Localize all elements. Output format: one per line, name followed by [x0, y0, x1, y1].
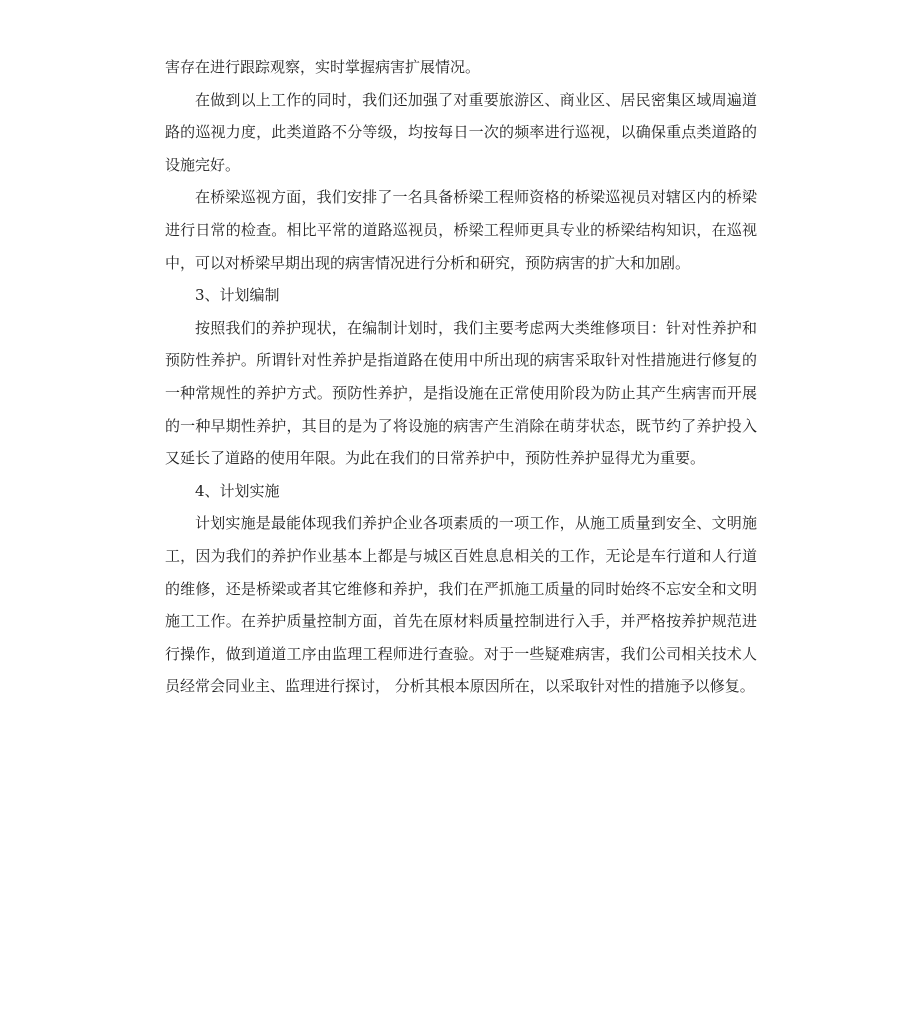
- section-heading-plan-implementation: 4、计划实施: [195, 481, 280, 500]
- document-page: [165, 51, 757, 703]
- paragraph-plan-compilation: 按照我们的养护现状，在编制计划时，我们主要考虑两大类维修项目：针对性养护和预防性养护。所谓针对性养护是指道路在使用中所出现的病害采取针对性措施进行修复的一种常规性的养护方式。预防性养护，是指设施在正常使用阶段为防止其产生病害而开展的一种早期性养护，其目的是为了将设施的病害产生消除在萌芽状态，既节约了养护投入又延长了道路的使用年限。为此在我们的日常养护中，预防性养护显得尤为重要。: [165, 318, 757, 468]
- paragraph-plan-implementation: 计划实施是最能体现我们养护企业各项素质的一项工作，从施工质量到安全、文明施工，因为我们的养护作业基本上都是与城区百姓息息相关的工作，无论是车行道和人行道的维修，还是桥梁或者其它维修和养护，我们在严抓施工质量的同时始终不忘安全和文明施工工作。在养护质量控制方面，首先在原材料质量控制进行入手，并严格按养护规范进行操作，做到道道工序由监理工程师进行查验。对于一些疑难病害，我们公司相关技术人员经常会同业主、监理进行探讨， 分析其根本原因所在，以采取针对性的措施予以修复。: [165, 514, 757, 696]
- section-heading-plan-compilation: 3、计划编制: [195, 286, 280, 305]
- paragraph-key-area-patrol: 在做到以上工作的同时，我们还加强了对重要旅游区、商业区、居民密集区域周遍道路的巡视力度，此类道路不分等级，均按每日一次的频率进行巡视，以确保重点类道路的设施完好。: [165, 90, 757, 174]
- paragraph-continuation: 害存在进行跟踪观察，实时掌握病害扩展情况。: [165, 58, 481, 76]
- paragraph-bridge-patrol: 在桥梁巡视方面，我们安排了一名具备桥梁工程师资格的桥梁巡视员对辖区内的桥梁进行日常的检查。相比平常的道路巡视员，桥梁工程师更具专业的桥梁结构知识，在巡视中，可以对桥梁早期出现的病害情况进行分析和研究，预防病害的扩大和加剧。: [165, 188, 757, 272]
